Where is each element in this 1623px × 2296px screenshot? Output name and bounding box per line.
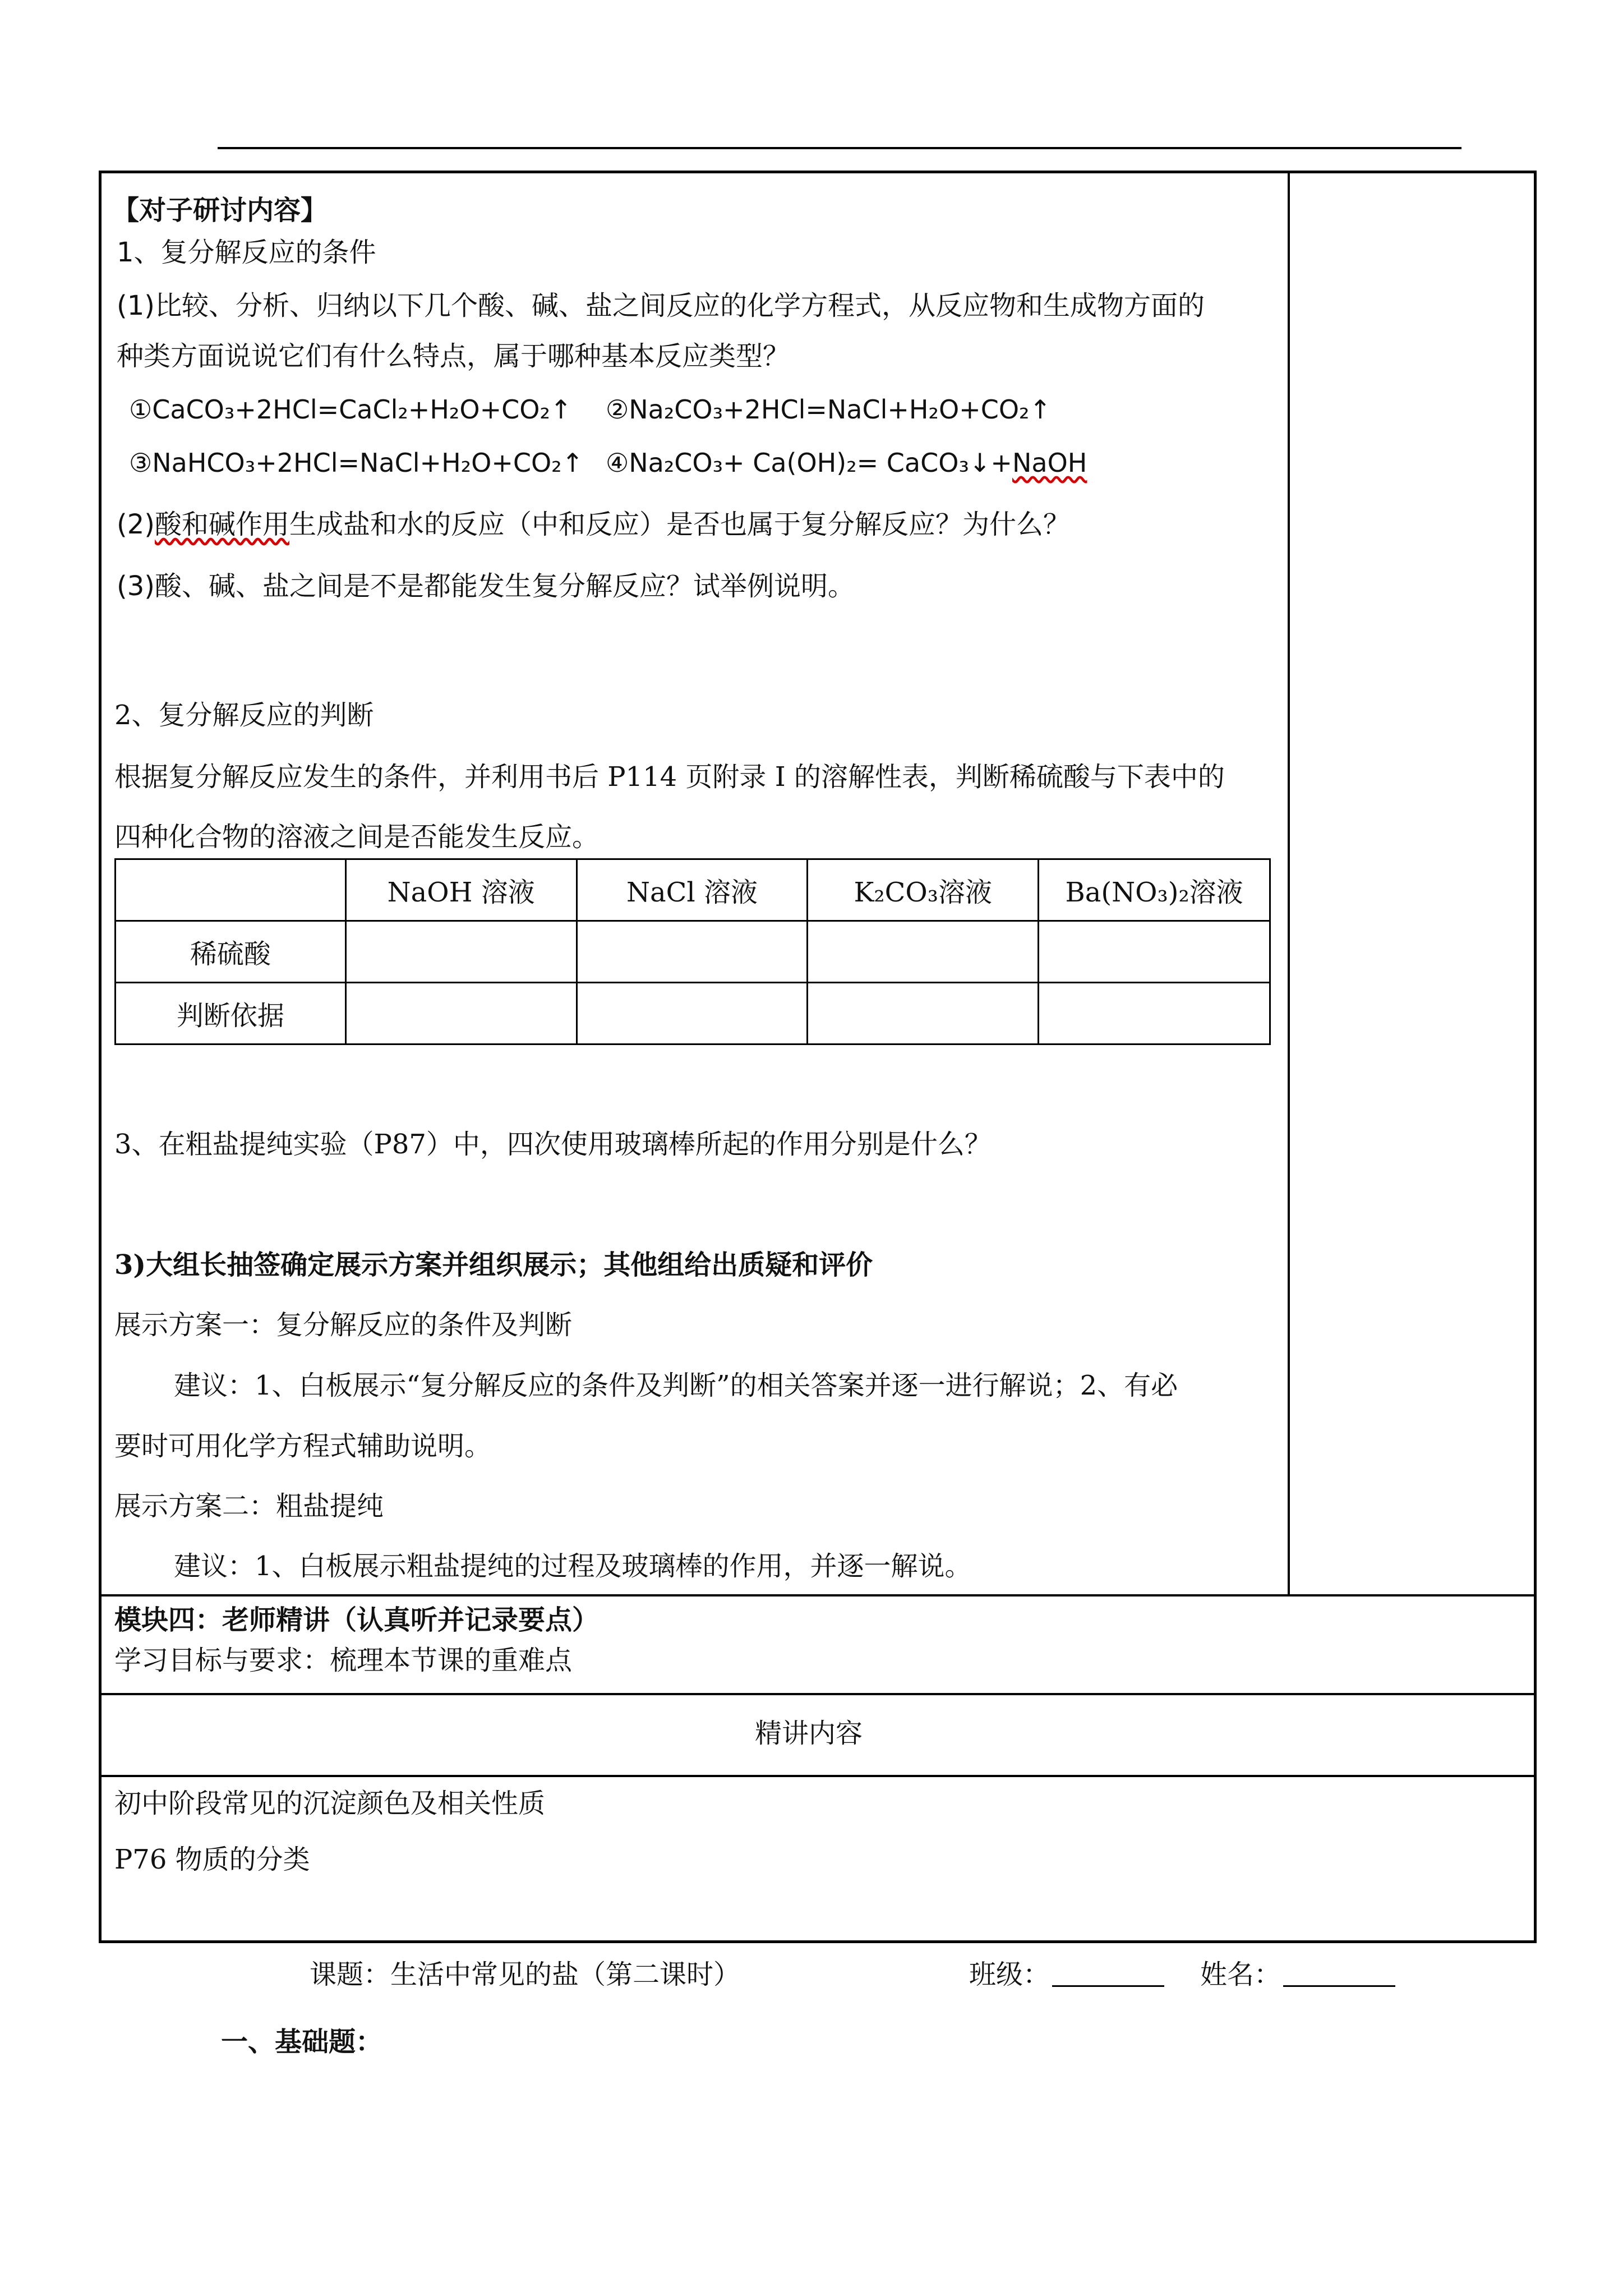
table-row <box>116 921 1270 983</box>
worksheet-table <box>99 171 1537 1943</box>
plan1-advice-line1: 建议：1、白板展示“复分解反应的条件及判断”的相关答案并逐一进行解说；2、有必 <box>174 1370 1178 1401</box>
table-header-k2co3: K₂CO₃溶液 <box>808 859 1039 921</box>
module4-divider <box>99 1594 1537 1596</box>
module4-title: 模块四：老师精讲（认真听并记录要点） <box>114 1604 600 1636</box>
lesson-topic: 课题：生活中常见的盐（第二课时） <box>310 1959 741 1990</box>
q1-part3: (3)酸、碱、盐之间是不是都能发生复分解反应？试举例说明。 <box>117 570 855 602</box>
equation-4-product: NaOH <box>1012 448 1087 478</box>
answer-cell[interactable] <box>577 921 808 983</box>
answer-cell[interactable] <box>1039 983 1270 1045</box>
margin-notes-column-divider <box>1288 171 1290 1594</box>
lecture-content-header: 精讲内容 <box>755 1718 863 1749</box>
top-rule <box>218 147 1461 149</box>
q1-part2 <box>117 508 1070 541</box>
name-field <box>1200 1958 1395 1991</box>
plan2-title: 展示方案二：粗盐提纯 <box>114 1490 384 1522</box>
answer-cell[interactable] <box>808 983 1039 1045</box>
answer-cell[interactable] <box>1039 921 1270 983</box>
plan2-advice: 建议：1、白板展示粗盐提纯的过程及玻璃棒的作用，并逐一解说。 <box>174 1550 972 1582</box>
q1-part2-text: 生成盐和水的反应（中和反应）是否也属于复分解反应？为什么？ <box>289 509 1071 540</box>
module4-goal: 学习目标与要求：梳理本节课的重难点 <box>114 1645 573 1676</box>
q2-title: 2、复分解反应的判断 <box>114 700 374 731</box>
q1-part1-line2: 种类方面说说它们有什么特点，属于哪种基本反应类型？ <box>117 341 790 372</box>
table-header-nacl: NaCl 溶液 <box>577 859 808 921</box>
q2-instruction-line1: 根据复分解反应发生的条件，并利用书后 P114 页附录 I 的溶解性表，判断稀硫酸与下表中的 <box>114 761 1225 793</box>
name-label: 姓名： <box>1200 1959 1281 1990</box>
reaction-judgement-table <box>114 858 1271 1045</box>
class-field <box>969 1958 1164 1991</box>
table-header-bano3: Ba(NO₃)₂溶液 <box>1039 859 1270 921</box>
table-corner-cell <box>116 859 346 921</box>
answer-cell[interactable] <box>808 921 1039 983</box>
q1-part2-prefix: (2) <box>117 509 155 540</box>
content-header-divider-top <box>99 1693 1537 1695</box>
table-row <box>116 983 1270 1045</box>
answer-cell[interactable] <box>345 983 577 1045</box>
equation-3: ③NaHCO₃+2HCl=NaCl+H₂O+CO₂↑ <box>129 448 584 478</box>
class-blank[interactable] <box>1052 1963 1164 1987</box>
table-header-row <box>116 859 1270 921</box>
equation-4-text: ④Na₂CO₃+ Ca(OH)₂= CaCO₃↓+ <box>606 448 1012 478</box>
content-header-divider-bottom <box>99 1775 1537 1777</box>
row-label-dilute-sulfuric-acid: 稀硫酸 <box>116 921 346 983</box>
lecture-content-line2: P76 物质的分类 <box>114 1844 310 1875</box>
equation-4 <box>606 446 1087 480</box>
plan1-title: 展示方案一：复分解反应的条件及判断 <box>114 1309 573 1341</box>
lecture-content-line1: 初中阶段常见的沉淀颜色及相关性质 <box>114 1788 546 1819</box>
equation-1: ①CaCO₃+2HCl=CaCl₂+H₂O+CO₂↑ <box>129 394 572 425</box>
plan1-advice-line2: 要时可用化学方程式辅助说明。 <box>114 1430 492 1462</box>
presentation-title: 3)大组长抽签确定展示方案并组织展示；其他组给出质疑和评价 <box>114 1249 873 1281</box>
q2-instruction-line2: 四种化合物的溶液之间是否能发生反应。 <box>114 821 600 853</box>
table-header-naoh: NaOH 溶液 <box>345 859 577 921</box>
q1-part1-line1: (1)比较、分析、归纳以下几个酸、碱、盐之间反应的化学方程式，从反应物和生成物方面的 <box>117 290 1205 321</box>
answer-cell[interactable] <box>345 921 577 983</box>
answer-cell[interactable] <box>577 983 808 1045</box>
class-label: 班级： <box>969 1959 1050 1990</box>
equation-2: ②Na₂CO₃+2HCl=NaCl+H₂O+CO₂↑ <box>606 394 1052 425</box>
q3-text: 3、在粗盐提纯实验（P87）中，四次使用玻璃棒所起的作用分别是什么？ <box>114 1129 992 1160</box>
q1-part2-underlined: 酸和碱作用 <box>155 509 290 540</box>
basic-questions-heading: 一、基础题： <box>221 2026 383 2058</box>
name-blank[interactable] <box>1283 1963 1395 1987</box>
q1-title: 1、复分解反应的条件 <box>117 237 376 268</box>
discussion-heading: 【对子研讨内容】 <box>112 195 328 226</box>
row-label-basis: 判断依据 <box>116 983 346 1045</box>
